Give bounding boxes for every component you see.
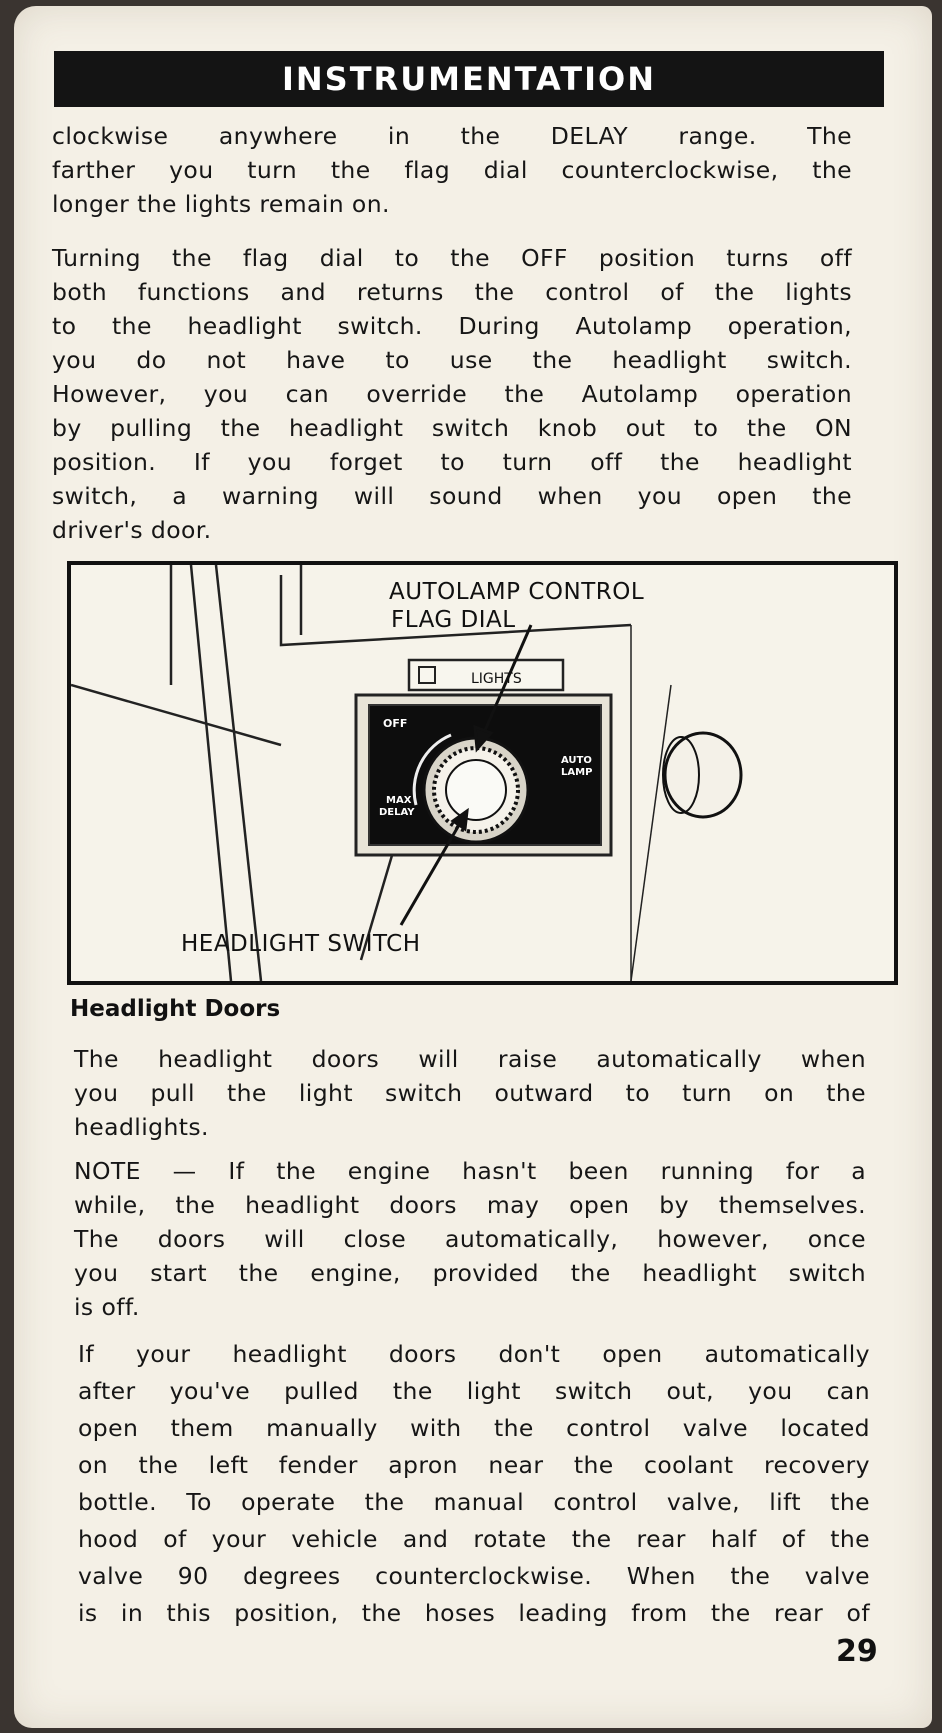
callout-headlight-switch: HEADLIGHT SWITCH	[181, 931, 421, 957]
text-line: driver's door.	[52, 516, 212, 544]
text-line: If your headlight doors don't open automatically	[78, 1340, 870, 1368]
text-line: after you've pulled the light switch out, you can	[78, 1377, 870, 1405]
text-line: position. If you forget to turn off the headlight	[52, 448, 852, 476]
lights-plate	[409, 660, 563, 690]
autolamp-illustration	[67, 561, 898, 985]
text-line: farther you turn the flag dial counterclockwise, the	[52, 156, 852, 184]
text-line: NOTE — If the engine hasn't been running for a	[74, 1157, 866, 1185]
text-line: The doors will close automatically, however, once	[74, 1225, 866, 1253]
text-line: while, the headlight doors may open by themselves.	[74, 1191, 866, 1219]
text-line: is in this position, the hoses leading from the rear of	[78, 1599, 870, 1627]
text-line: valve 90 degrees counterclockwise. When the valve	[78, 1562, 870, 1590]
text-line: to the headlight switch. During Autolamp operation,	[52, 312, 852, 340]
text-line: bottle. To operate the manual control valve, lift the	[78, 1488, 870, 1516]
text-line: headlights.	[74, 1113, 209, 1141]
paragraph-manual-valve	[78, 1336, 870, 1632]
section-heading: Headlight Doors	[70, 996, 281, 1022]
text-line: is off.	[74, 1293, 140, 1321]
text-line: open them manually with the control valve located	[78, 1414, 870, 1442]
paragraph-headlight-doors	[74, 1042, 866, 1144]
lights-label: LIGHTS	[471, 671, 522, 687]
manual-page	[14, 6, 932, 1728]
text-line: The headlight doors will raise automatically when	[74, 1045, 866, 1073]
dial-auto-label: AUTO	[561, 755, 592, 766]
dial-delay-label: DELAY	[379, 807, 415, 818]
section-header	[54, 51, 884, 107]
text-line: switch, a warning will sound when you open the	[52, 482, 852, 510]
callout-flag-dial: FLAG DIAL	[391, 607, 516, 633]
text-line: you start the engine, provided the headlight switch	[74, 1259, 866, 1287]
paragraph-off-position	[52, 241, 852, 547]
paragraph-note	[74, 1154, 866, 1324]
header-title: INSTRUMENTATION	[281, 60, 656, 98]
paragraph-delay-range	[52, 119, 852, 221]
dial-max-label: MAX	[386, 795, 412, 806]
callout-autolamp-control: AUTOLAMP CONTROL	[389, 579, 645, 605]
page-number: 29	[836, 1634, 878, 1669]
dial-off-label: OFF	[383, 717, 408, 730]
text-line: hood of your vehicle and rotate the rear half of the	[78, 1525, 870, 1553]
text-line: on the left fender apron near the coolant recovery	[78, 1451, 870, 1479]
text-line: However, you can override the Autolamp operation	[52, 380, 852, 408]
text-line: clockwise anywhere in the DELAY range. The	[52, 122, 852, 150]
side-knob	[665, 733, 741, 817]
text-line: both functions and returns the control of the lights	[52, 278, 852, 306]
text-line: you do not have to use the headlight switch.	[52, 346, 852, 374]
text-line: you pull the light switch outward to turn on the	[74, 1079, 866, 1107]
text-line: longer the lights remain on.	[52, 190, 390, 218]
dial-lamp-label: LAMP	[561, 767, 593, 778]
text-line: by pulling the headlight switch knob out to the ON	[52, 414, 852, 442]
text-line: Turning the flag dial to the OFF position turns off	[52, 244, 852, 272]
